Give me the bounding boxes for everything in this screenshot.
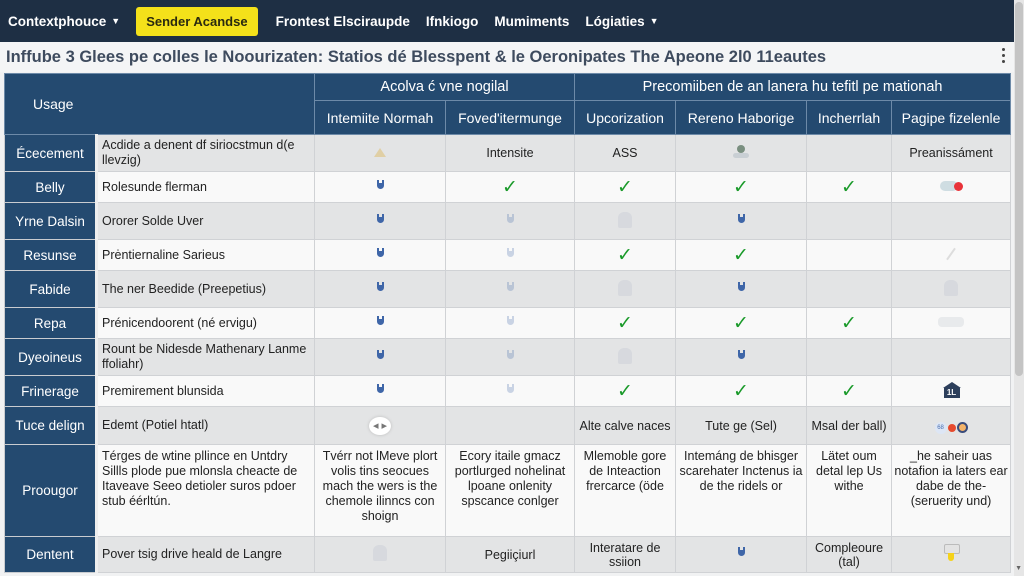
table-cell (315, 407, 446, 445)
vertical-scrollbar[interactable] (1014, 0, 1024, 576)
lightbulb-icon (944, 544, 958, 562)
table-cell (892, 339, 1011, 376)
nav-item-label: Mumiments (494, 13, 570, 29)
cell-text: Tute ge (Sel) (705, 418, 777, 433)
cell-text: _he saheir uas notafion ia laters ear dabe de the- (seruerity und) (894, 449, 1008, 508)
row-description: Prénicendoorent (né ervigu) (97, 308, 315, 339)
table-cell (676, 376, 807, 407)
table-cell (807, 172, 892, 203)
table-cell (446, 240, 575, 271)
nav-item-6[interactable] (585, 14, 658, 29)
table-cell (446, 376, 575, 407)
plug-icon (737, 214, 746, 226)
page-title: Inffube 3 Glees pe colles le Noourizaten: Statios dé Blesspent & le Oeronipates The Apeone 2l0 11eautes (6, 47, 827, 66)
table-cell (575, 376, 676, 407)
table-cell (892, 271, 1011, 308)
kebab-vertical-icon[interactable] (1002, 48, 1006, 63)
cell-text: Ecory itaile gmacz portlurged nohelinat lpoane onlenity spscance conlger (454, 449, 566, 508)
table-cell (575, 407, 676, 445)
row-description: Rolesunde flerman (97, 172, 315, 203)
table-row (5, 172, 1011, 203)
group-header-2: Precomiiben de an lanera hu tefitl pe mationah (575, 74, 1011, 101)
row-description: Premirement blunsida (97, 376, 315, 407)
table-cell (676, 308, 807, 339)
table-cell (807, 407, 892, 445)
cell-text: Interatare de ssiion (589, 540, 661, 569)
plug-icon (376, 180, 385, 192)
nav-item-2[interactable] (136, 7, 257, 36)
cell-text: Lätet oum detal lep Us withe (816, 449, 883, 493)
table-cell (807, 308, 892, 339)
table-cell (315, 308, 446, 339)
table-cell (676, 339, 807, 376)
multi-badge-icon: 68 (935, 422, 968, 434)
table-row (5, 308, 1011, 339)
table-row (5, 537, 1011, 573)
table-cell (575, 172, 676, 203)
table-cell (575, 308, 676, 339)
table-row (5, 445, 1011, 537)
row-header[interactable]: Belly (5, 172, 97, 203)
table-cell (315, 537, 446, 573)
table-cell (676, 203, 807, 240)
chevron-down-icon: ▼ (649, 16, 659, 26)
table-cell (575, 445, 676, 537)
table-cell (575, 537, 676, 573)
cell-text: Tvérr not lMeve plort volis tins seocues mach the wers is the chemole ilinncs con shoign (322, 449, 438, 523)
check-icon: ✓ (841, 380, 857, 402)
faint-plug-icon (506, 350, 515, 362)
nav-item-1[interactable] (8, 14, 120, 29)
plug-icon (376, 384, 385, 396)
table-row (5, 407, 1011, 445)
row-description: Térges de wtine pllince en Untdry Sillls plode pue mlonsla cheacte de Itaveave Seeo detioler suros pdoer stub éérltún. (97, 445, 315, 537)
table-cell (446, 172, 575, 203)
plug-icon (376, 282, 385, 294)
faint-ghost-icon (373, 545, 387, 561)
column-header-5[interactable]: Incherrlah (807, 101, 892, 135)
row-header[interactable]: Proougor (5, 445, 97, 537)
plug-icon (737, 547, 746, 559)
row-header[interactable]: Frinerage (5, 376, 97, 407)
table-cell (892, 308, 1011, 339)
table-cell (892, 203, 1011, 240)
table-cell (807, 445, 892, 537)
row-description: Acdide a denent df siriocstmun d(e llevzig) (97, 135, 315, 172)
table-cell (575, 135, 676, 172)
title-bar (0, 42, 1014, 72)
pen-icon (946, 247, 956, 260)
table-cell (676, 135, 807, 172)
row-header[interactable]: Repa (5, 308, 97, 339)
column-header-2[interactable]: Foved'itermunge (446, 101, 575, 135)
table-cell (807, 203, 892, 240)
table-row (5, 376, 1011, 407)
check-icon: ✓ (617, 244, 633, 266)
table-cell (892, 407, 1011, 445)
table-cell (807, 240, 892, 271)
table-cell (446, 271, 575, 308)
table-cell (446, 135, 575, 172)
check-icon: ✓ (617, 312, 633, 334)
table-cell (315, 172, 446, 203)
check-icon: ✓ (841, 176, 857, 198)
nav-item-5[interactable] (494, 14, 569, 29)
table-cell (315, 271, 446, 308)
table-cell (676, 271, 807, 308)
faint-ghost-icon (944, 280, 958, 296)
comparison-table (4, 73, 1011, 573)
row-description: Edemt (Potiel htatl) (97, 407, 315, 445)
column-header-4[interactable]: Rereno Haborige (676, 101, 807, 135)
faint-ghost-icon (618, 348, 632, 364)
table-cell (892, 376, 1011, 407)
check-icon: ✓ (617, 176, 633, 198)
row-description: Rount be Nidesde Mathenary Lanme ffoliahr) (97, 339, 315, 376)
table-cell (676, 537, 807, 573)
cell-text: Preanissáment (909, 146, 993, 160)
cell-text: Intensite (486, 146, 534, 160)
check-icon: ✓ (502, 176, 518, 198)
plug-icon (376, 316, 385, 328)
row-description: The ner Beedide (Preepetius) (97, 271, 315, 308)
table-row (5, 203, 1011, 240)
row-description: Ororer Solde Uver (97, 203, 315, 240)
plug-icon (376, 248, 385, 260)
table-cell (315, 339, 446, 376)
row-header[interactable]: Fabide (5, 271, 97, 308)
table-cell (575, 271, 676, 308)
table-cell (892, 537, 1011, 573)
table-cell (892, 135, 1011, 172)
faint-plug-icon (506, 248, 515, 260)
table-cell (575, 339, 676, 376)
row-header[interactable]: Dentent (5, 537, 97, 573)
nav-item-label: Contextphouce (8, 13, 107, 29)
faint-ghost-icon (618, 280, 632, 296)
faint-plug-icon (506, 316, 515, 328)
table-cell (676, 172, 807, 203)
scroll-down-arrow-icon[interactable]: ▼ (1015, 565, 1022, 572)
person-icon (733, 145, 749, 159)
column-header-6[interactable]: Pagipe fizelenle (892, 101, 1011, 135)
column-header-1[interactable]: Intemiite Normah (315, 101, 446, 135)
chevron-down-icon: ▼ (111, 16, 121, 26)
plug-icon (376, 350, 385, 362)
row-description: Pover tsig drive heald de Langre (97, 537, 315, 573)
bank-icon (943, 382, 960, 398)
row-header[interactable]: Tuce delign (5, 407, 97, 445)
plug-icon (737, 282, 746, 294)
top-nav (0, 0, 1024, 42)
table-cell (676, 407, 807, 445)
table-cell (807, 376, 892, 407)
cell-text: Alte calve naces (579, 418, 671, 433)
table-cell (315, 240, 446, 271)
cell-text: Intemáng de bhisger scarehater Inctenus ia de the ridels or (679, 449, 803, 493)
table-cell (315, 445, 446, 537)
table-cell (446, 445, 575, 537)
cell-text: Pegiiçiurl (484, 547, 536, 562)
row-header[interactable]: Yrne Dalsin (5, 203, 97, 240)
nav-item-label: Ifnkiogo (425, 13, 479, 29)
table-cell (892, 240, 1011, 271)
arrows-icon: ◂ ▸ (369, 417, 391, 435)
cell-text: Msal der ball) (811, 418, 887, 433)
cell-text: Compleoure (tal) (814, 540, 884, 569)
check-icon: ✓ (733, 312, 749, 334)
table-cell (446, 308, 575, 339)
check-icon: ✓ (841, 312, 857, 334)
table-cell (676, 445, 807, 537)
faint-ghost-icon (618, 212, 632, 228)
table-cell (807, 271, 892, 308)
check-icon: ✓ (733, 380, 749, 402)
table-row (5, 240, 1011, 271)
table-cell (446, 407, 575, 445)
table-cell (446, 537, 575, 573)
row-description: Prėntiernaline Sarieus (97, 240, 315, 271)
nav-item-label: Lógiaties (585, 13, 645, 29)
table-cell (575, 203, 676, 240)
table-cell (676, 240, 807, 271)
table-cell (807, 537, 892, 573)
faint-plug-icon (506, 282, 515, 294)
cell-text: ASS (612, 146, 638, 160)
table-cell (315, 376, 446, 407)
faint-plug-icon (506, 384, 515, 396)
faint-wide-icon (938, 317, 964, 327)
table-cell (315, 135, 446, 172)
table-cell (892, 445, 1011, 537)
table-cell (807, 135, 892, 172)
table-row (5, 339, 1011, 376)
table-cell (575, 240, 676, 271)
check-icon: ✓ (617, 380, 633, 402)
nav-item-4[interactable] (426, 14, 479, 29)
plug-icon (737, 350, 746, 362)
comparison-table-container (4, 73, 1010, 573)
nav-item-3[interactable] (276, 14, 410, 29)
nav-item-label: Frontest Elsciraupde (275, 13, 410, 29)
group-header-1: Acolva ć vne nogilal (315, 74, 575, 101)
table-cell (315, 203, 446, 240)
row-header[interactable]: Resunse (5, 240, 97, 271)
cloud-alert-icon (940, 181, 963, 191)
check-icon: ✓ (733, 176, 749, 198)
nav-item-label: Sender Acandse (146, 13, 248, 29)
faint-plug-icon (506, 214, 515, 226)
table-row (5, 135, 1011, 172)
table-cell (807, 339, 892, 376)
table-row (5, 271, 1011, 308)
row-header[interactable]: Dyeoineus (5, 339, 97, 376)
corner-header: Usage (5, 74, 315, 135)
table-cell (446, 203, 575, 240)
column-header-3[interactable]: Upcorization (575, 101, 676, 135)
triangle-icon (374, 148, 386, 157)
check-icon: ✓ (733, 244, 749, 266)
table-cell (892, 172, 1011, 203)
table-cell (446, 339, 575, 376)
scrollbar-thumb[interactable] (1015, 2, 1023, 376)
cell-text: Mlemoble gore de Inteaction frercarce (öde (583, 449, 667, 493)
plug-icon (376, 214, 385, 226)
row-header[interactable]: Écecement (5, 135, 97, 172)
